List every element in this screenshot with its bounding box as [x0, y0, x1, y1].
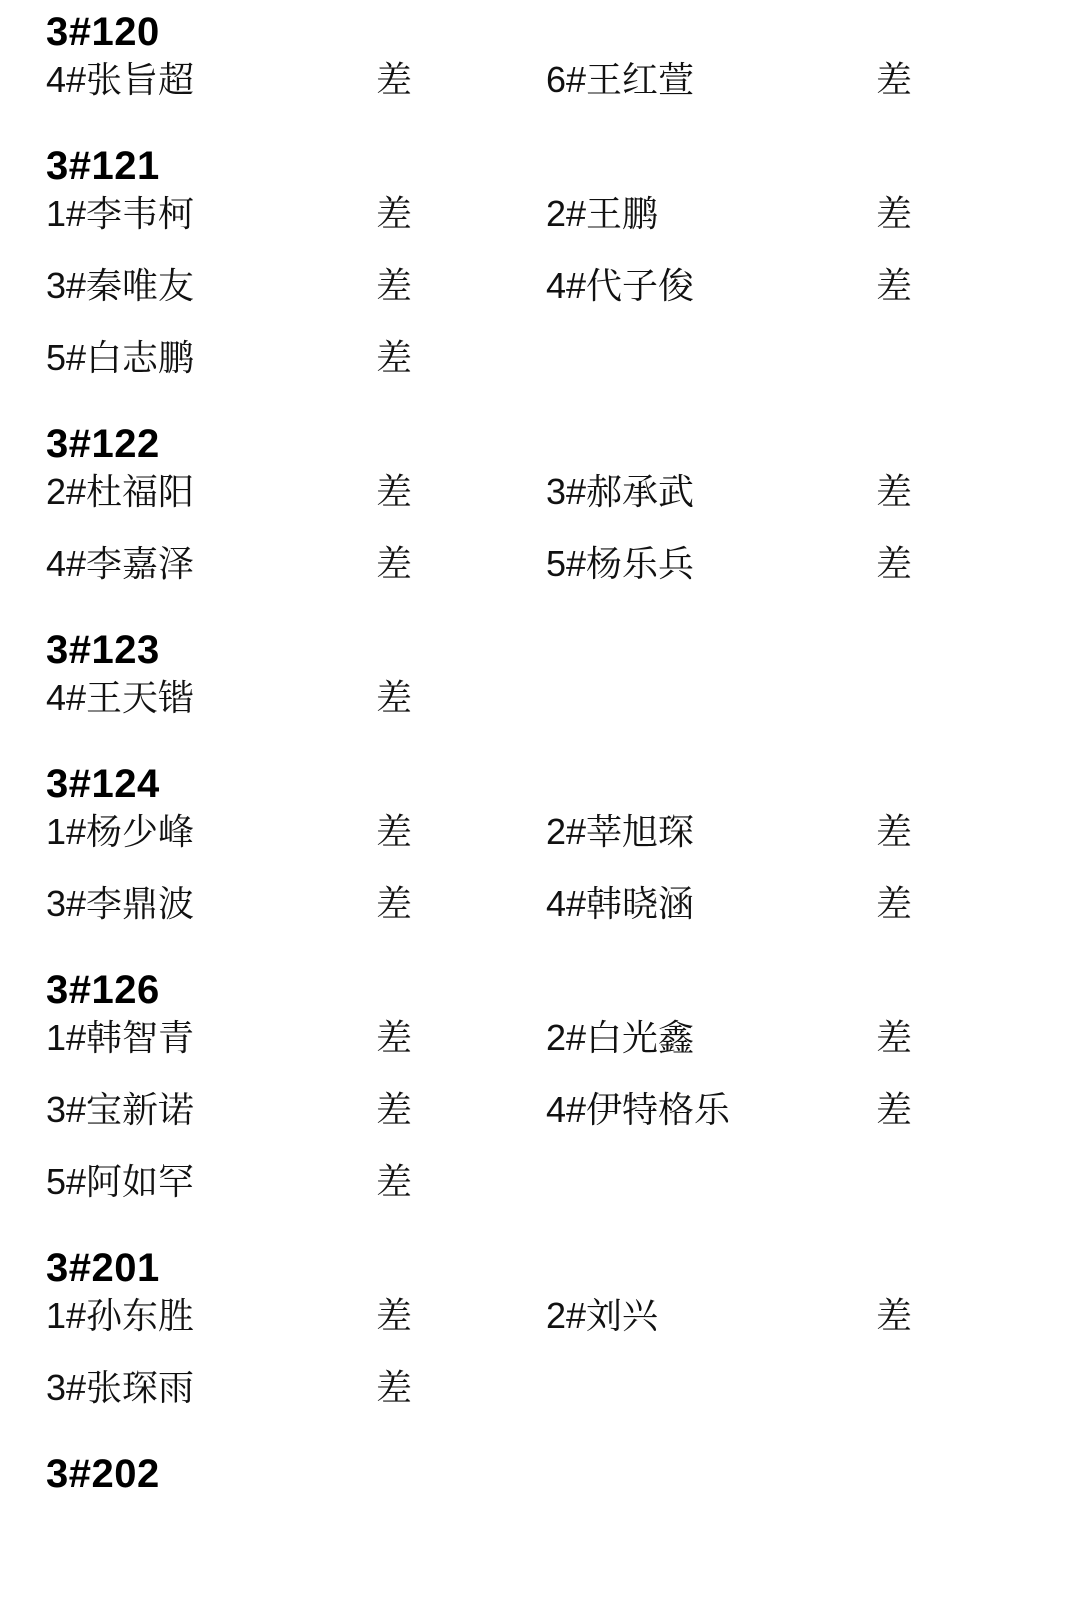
entry-row [40, 471, 1040, 546]
entry-status: 差 [376, 883, 413, 924]
entry-row [40, 1089, 1040, 1164]
entry-status: 差 [876, 1295, 913, 1336]
entry-cell [540, 811, 1040, 852]
entry-cell [40, 883, 540, 924]
entry-row [40, 883, 1040, 958]
entry-row [40, 811, 1040, 886]
room-title: 3#120 [46, 10, 160, 54]
entry-name: 2#杜福阳 [46, 471, 195, 512]
entry-name: 2#莘旭琛 [546, 811, 695, 852]
room-title: 3#126 [46, 968, 160, 1012]
entry-cell [540, 193, 1040, 234]
entry-cell [40, 1295, 540, 1336]
room-group [40, 0, 1040, 134]
room-title: 3#201 [46, 1246, 160, 1290]
entry-status: 差 [876, 193, 913, 234]
entry-cell [40, 1089, 540, 1130]
entry-status: 差 [876, 1089, 913, 1130]
entry-cell [540, 543, 1040, 584]
entry-cell [40, 193, 540, 234]
room-title: 3#121 [46, 144, 160, 188]
entry-status: 差 [876, 811, 913, 852]
entry-name: 3#李鼎波 [46, 883, 195, 924]
entry-name: 3#秦唯友 [46, 265, 195, 306]
entry-cell [40, 59, 540, 100]
entry-cell [540, 1295, 1040, 1336]
entry-name: 3#宝新诺 [46, 1089, 195, 1130]
room-group [40, 752, 1040, 958]
room-group [40, 1442, 1040, 1504]
entry-status: 差 [376, 1295, 413, 1336]
entry-name: 4#伊特格乐 [546, 1089, 731, 1130]
entry-status: 差 [376, 543, 413, 584]
entry-name: 3#郝承武 [546, 471, 695, 512]
entry-cell [40, 1017, 540, 1058]
entry-name: 3#张琛雨 [46, 1367, 195, 1408]
entry-cell [40, 1367, 540, 1408]
entry-row [40, 59, 1040, 134]
entry-name: 6#王红萱 [546, 59, 695, 100]
entry-cell [40, 1161, 540, 1202]
entry-row [40, 677, 1040, 752]
entry-name: 1#孙东胜 [46, 1295, 195, 1336]
entry-status: 差 [376, 1017, 413, 1058]
entry-status: 差 [376, 265, 413, 306]
entry-name: 5#白志鹏 [46, 337, 195, 378]
entry-name: 2#刘兴 [546, 1295, 659, 1336]
entry-status: 差 [876, 265, 913, 306]
room-group [40, 1236, 1040, 1442]
entry-cell [540, 1089, 1040, 1130]
entry-cell [540, 1017, 1040, 1058]
entry-name: 4#代子俊 [546, 265, 695, 306]
entry-cell [40, 677, 540, 718]
entry-status: 差 [376, 337, 413, 378]
entry-cell [540, 265, 1040, 306]
room-title: 3#124 [46, 762, 160, 806]
room-title: 3#202 [46, 1452, 160, 1496]
entry-row [40, 543, 1040, 618]
entry-row [40, 1161, 1040, 1236]
entry-row [40, 265, 1040, 340]
entry-status: 差 [376, 1161, 413, 1202]
entry-name: 4#王天锴 [46, 677, 195, 718]
entry-status: 差 [876, 1017, 913, 1058]
entry-name: 4#韩晓涵 [546, 883, 695, 924]
entry-status: 差 [376, 1367, 413, 1408]
entry-row [40, 1295, 1040, 1370]
entry-name: 5#杨乐兵 [546, 543, 695, 584]
entry-cell [40, 543, 540, 584]
room-group [40, 412, 1040, 618]
entry-status: 差 [876, 471, 913, 512]
room-group [40, 958, 1040, 1236]
entry-name: 4#李嘉泽 [46, 543, 195, 584]
entry-row [40, 337, 1040, 412]
room-title: 3#123 [46, 628, 160, 672]
entry-cell [540, 883, 1040, 924]
entry-status: 差 [876, 543, 913, 584]
entry-name: 2#王鹏 [546, 193, 659, 234]
room-group [40, 618, 1040, 752]
entry-row [40, 1017, 1040, 1092]
entry-cell [540, 59, 1040, 100]
entry-name: 1#李韦柯 [46, 193, 195, 234]
entry-cell [540, 471, 1040, 512]
entry-name: 5#阿如罕 [46, 1161, 195, 1202]
entry-cell [40, 811, 540, 852]
entry-cell [40, 337, 540, 378]
entry-row [40, 1367, 1040, 1442]
entry-name: 1#杨少峰 [46, 811, 195, 852]
entry-status: 差 [376, 811, 413, 852]
entry-status: 差 [376, 677, 413, 718]
entry-cell [40, 471, 540, 512]
entry-name: 2#白光鑫 [546, 1017, 695, 1058]
entry-name: 1#韩智青 [46, 1017, 195, 1058]
room-title: 3#122 [46, 422, 160, 466]
entry-row [40, 193, 1040, 268]
entry-status: 差 [376, 1089, 413, 1130]
entry-status: 差 [376, 471, 413, 512]
entry-status: 差 [376, 193, 413, 234]
entry-status: 差 [876, 59, 913, 100]
room-group [40, 134, 1040, 412]
entry-status: 差 [376, 59, 413, 100]
entry-cell [40, 265, 540, 306]
entry-name: 4#张旨超 [46, 59, 195, 100]
entry-status: 差 [876, 883, 913, 924]
